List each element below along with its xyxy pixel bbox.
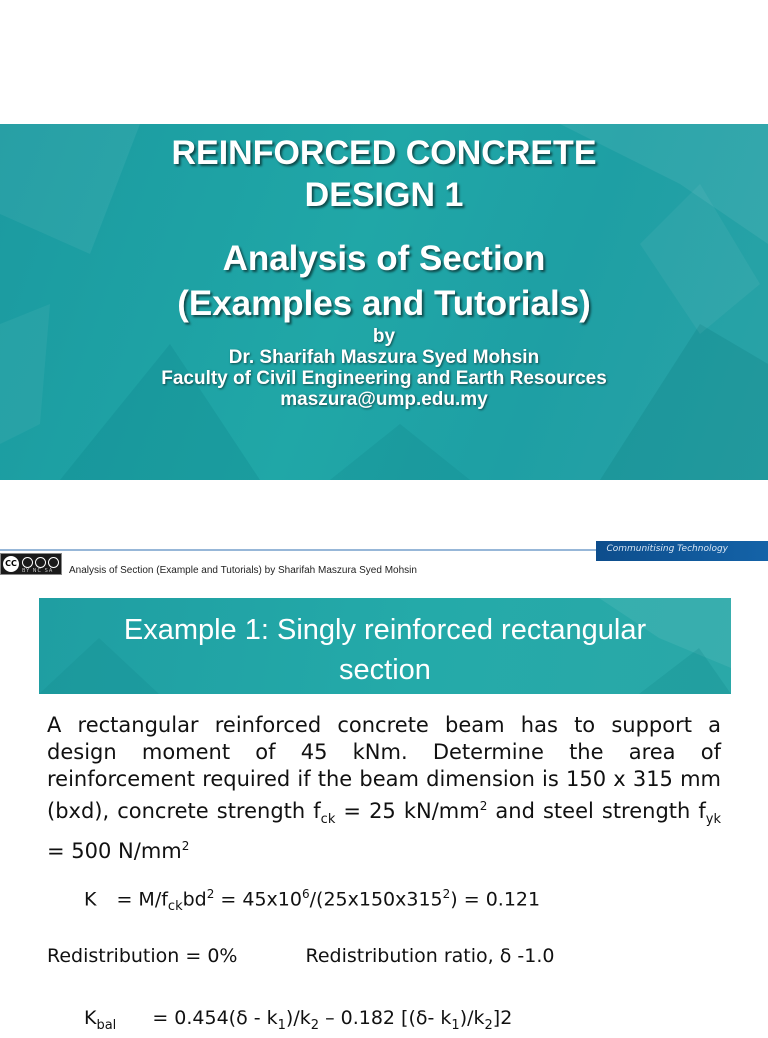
title-slide — [0, 124, 768, 480]
kbal-sub-4: 2 — [484, 1017, 493, 1033]
kbal-symbol: K — [84, 1007, 97, 1029]
course-title-line2: DESIGN 1 — [304, 176, 464, 214]
k-sup-1: 2 — [206, 887, 215, 901]
example-title-line2: section — [339, 654, 431, 686]
kbal-subscript: bal — [96, 1017, 117, 1033]
course-title — [0, 132, 768, 216]
example-title-line1: Example 1: Singly reinforced rectangular — [123, 614, 647, 646]
nc-icon — [35, 557, 46, 568]
example-title — [39, 610, 731, 690]
redistribution-ratio: Redistribution ratio, δ -1.0 — [305, 945, 555, 967]
title-text-block — [0, 132, 768, 410]
cc-icon: CC — [3, 556, 19, 572]
k-formula-5: ) = 0.121 — [450, 888, 541, 911]
kbal-formula-1: = 0.454(δ - k — [152, 1007, 278, 1029]
k-formula-3: = 45x10 — [214, 888, 302, 911]
kbal-formula-2: )/k — [285, 1007, 311, 1029]
redistribution-row — [47, 944, 721, 968]
kbal-formula-5: ]2 — [492, 1007, 513, 1029]
author-block — [0, 326, 768, 410]
sa-icon — [48, 557, 59, 568]
k-formula-4: /(25x150x315 — [309, 888, 443, 911]
kbal-sub-1: 1 — [277, 1017, 286, 1033]
unit-exponent-2: 2 — [181, 839, 190, 854]
by-label: by — [372, 326, 396, 347]
fyk-subscript: yk — [705, 812, 722, 828]
fck-subscript: ck — [320, 812, 336, 828]
problem-statement — [47, 712, 721, 865]
problem-text-2: = 25 kN/mm — [335, 799, 480, 823]
footer-divider — [0, 541, 600, 561]
footer-tagline: Communitising Technology — [606, 544, 728, 554]
k-sup-2: 6 — [301, 887, 310, 901]
by-icon — [22, 557, 33, 568]
attribution-text: Analysis of Section (Example and Tutorials) by Sharifah Maszura Syed Mohsin — [69, 565, 417, 576]
lecture-subtitle-line1: Analysis of Section — [222, 239, 546, 278]
problem-text-3: and steel strength f — [487, 799, 706, 823]
course-title-line1: REINFORCED CONCRETE — [171, 134, 597, 172]
k-formula-1: = M/f — [116, 888, 168, 911]
footer-tagline-bar — [596, 541, 768, 561]
problem-text-1: A rectangular reinforced concrete beam has to support a design moment of 45 kNm. Determine the area of reinforcement required if the beam dimension is 150 x 315 mm (bxd), concrete strength f — [47, 713, 721, 823]
lecture-subtitle-line2: (Examples and Tutorials) — [177, 284, 591, 323]
k-symbol: K — [84, 888, 97, 911]
unit-exponent-1: 2 — [479, 799, 488, 813]
lecture-subtitle — [0, 236, 768, 326]
license-label: BY NC SA — [22, 568, 54, 574]
author-name: Dr. Sharifah Maszura Syed Mohsin — [228, 347, 540, 368]
kbal-sub-2: 2 — [310, 1017, 320, 1033]
equation-k — [84, 882, 758, 919]
k-formula-2: bd — [182, 888, 207, 911]
k-sup-3: 2 — [442, 887, 451, 901]
redistribution-percent: Redistribution = 0% — [47, 945, 238, 967]
kbal-sub-3: 1 — [451, 1017, 460, 1033]
license-badge[interactable] — [0, 553, 62, 575]
equation-kbal — [84, 1006, 758, 1038]
footer-band — [0, 541, 768, 561]
kbal-formula-4: )/k — [459, 1007, 485, 1029]
faculty-name: Faculty of Civil Engineering and Earth Resources — [161, 368, 607, 389]
author-email: maszura@ump.edu.my — [280, 389, 488, 410]
k-sub-ck: ck — [167, 899, 183, 915]
example-header — [39, 598, 731, 694]
problem-text-4: = 500 N/mm — [47, 839, 182, 864]
kbal-formula-3: – 0.182 [(δ- k — [319, 1007, 452, 1029]
